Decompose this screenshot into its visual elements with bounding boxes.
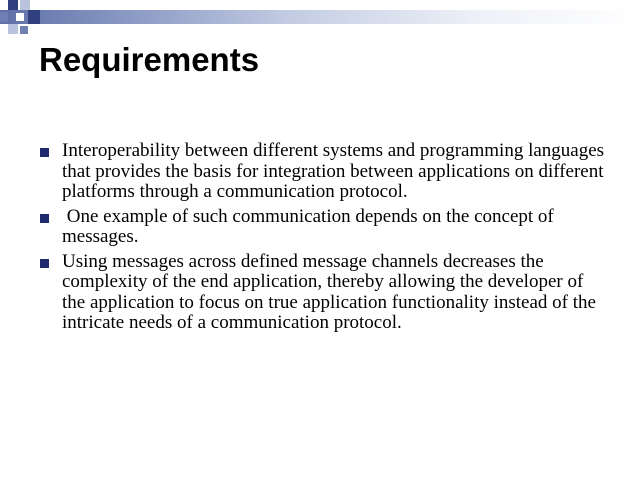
bullet-item [40, 141, 610, 203]
bullet-item [40, 252, 610, 334]
bullet-text: Interoperability between different systems and programming languages that provides the basis for integration between applications on different platforms through a communication protocol. [62, 140, 605, 202]
decor-square [28, 10, 40, 24]
decor-square [8, 0, 18, 10]
slide-title: Requirements [39, 41, 260, 78]
bullet-text: One example of such communication depends on the concept of messages. [62, 205, 559, 247]
decor-square [16, 13, 24, 21]
decor-square [20, 26, 28, 34]
bullet-list [40, 141, 610, 338]
decor-square [8, 24, 18, 34]
header-decoration-bar [0, 10, 638, 24]
decor-square [20, 0, 30, 10]
square-bullet-icon [40, 214, 49, 223]
square-bullet-icon [40, 148, 49, 157]
square-bullet-icon [40, 259, 49, 268]
bullet-text: Using messages across defined message channels decreases the complexity of the end application, thereby allowing the developer of the application to focus on true application functionality instead of the intricate needs of a communication protocol. [62, 250, 596, 333]
bullet-item [40, 207, 610, 248]
decor-square [0, 12, 8, 22]
